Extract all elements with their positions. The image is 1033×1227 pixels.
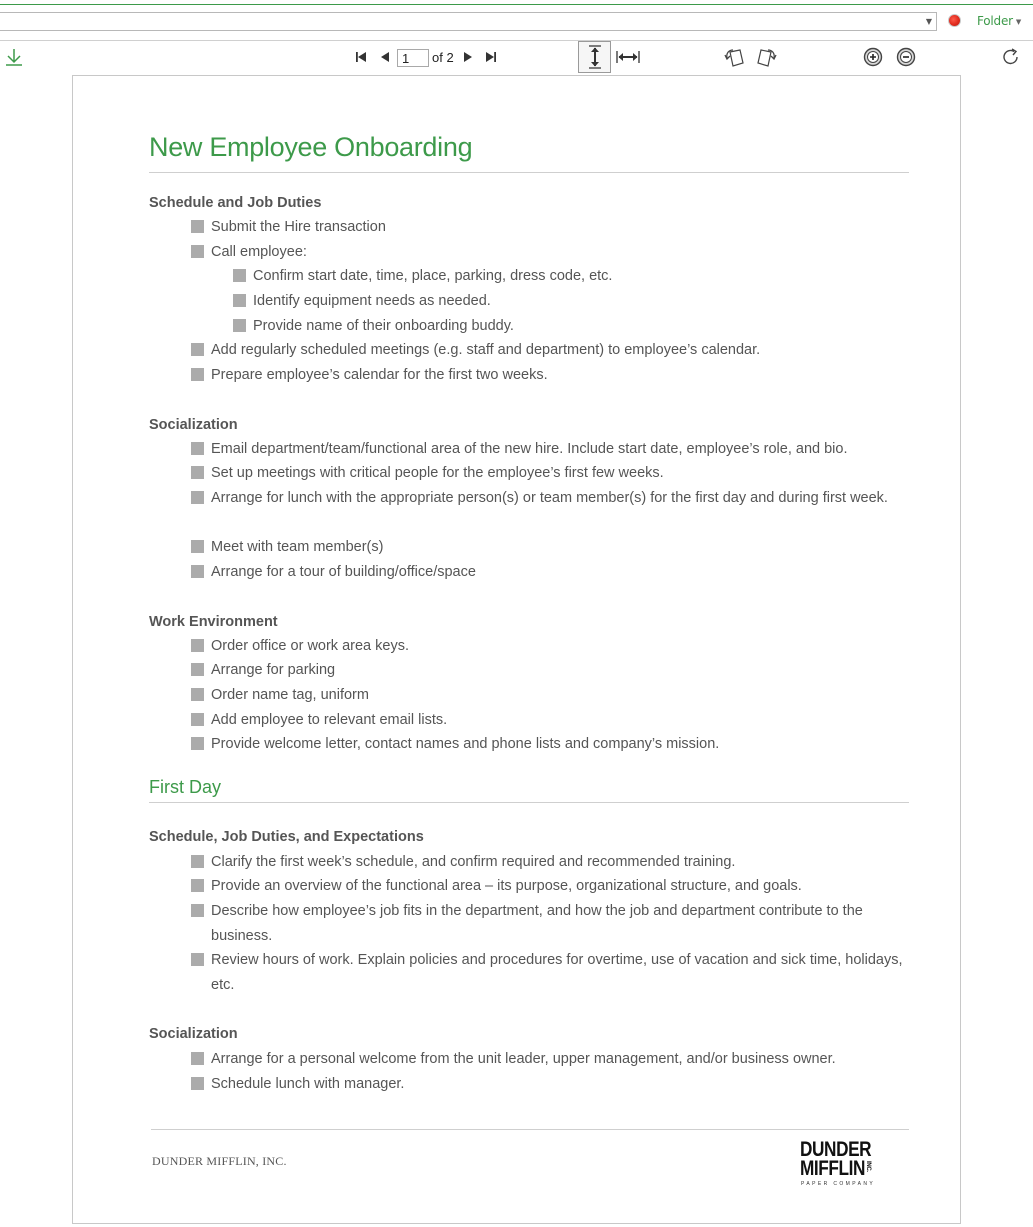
fit-width-icon[interactable] xyxy=(614,44,642,70)
checklist-item xyxy=(211,874,911,899)
company-logo xyxy=(800,1137,880,1189)
checklist-item xyxy=(211,363,911,388)
rotate-left-icon[interactable] xyxy=(722,45,746,69)
zoom-out-icon[interactable] xyxy=(895,46,917,68)
checkbox-icon[interactable] xyxy=(191,491,204,504)
page-number-input[interactable] xyxy=(397,49,429,67)
logo-text-line2: MIFFLIN xyxy=(800,1157,866,1180)
checkbox-icon[interactable] xyxy=(233,294,246,307)
checkbox-icon[interactable] xyxy=(191,855,204,868)
section-heading: Socialization xyxy=(149,417,238,433)
checklist-item-text: Identify equipment needs as needed. xyxy=(253,293,491,309)
footer-company-name: DUNDER MIFFLIN, INC. xyxy=(152,1154,287,1168)
logo-inc: INC. xyxy=(865,1161,871,1172)
record-status-icon[interactable] xyxy=(948,14,961,27)
next-page-icon[interactable] xyxy=(459,48,477,66)
checkbox-icon[interactable] xyxy=(191,245,204,258)
checklist-item-text: Set up meetings with critical people for the employee’s first few weeks. xyxy=(211,465,664,481)
checkbox-icon[interactable] xyxy=(191,368,204,381)
top-accent-line xyxy=(0,4,1033,5)
checklist-item-text: Meet with team member(s) xyxy=(211,539,384,555)
checklist-item xyxy=(211,850,911,875)
fit-height-icon[interactable] xyxy=(578,41,611,73)
checkbox-icon[interactable] xyxy=(191,466,204,479)
checkbox-icon[interactable] xyxy=(191,565,204,578)
document-page xyxy=(72,75,961,1224)
checklist-item xyxy=(211,708,911,733)
checklist-item-text: Email department/team/functional area of the new hire. Include start date, employee’s role, and bio. xyxy=(211,441,848,457)
checkbox-icon[interactable] xyxy=(191,1052,204,1065)
footer-rule xyxy=(151,1129,909,1130)
checkbox-icon[interactable] xyxy=(191,343,204,356)
zoom-in-icon[interactable] xyxy=(862,46,884,68)
checklist-item-text: Arrange for lunch with the appropriate person(s) or team member(s) for the first day and during first week. xyxy=(211,490,888,506)
folder-menu-label: Folder xyxy=(977,14,1013,28)
checklist-item xyxy=(211,437,911,462)
checklist-item-text: Provide welcome letter, contact names and phone lists and company’s mission. xyxy=(211,736,720,752)
title-rule xyxy=(149,172,909,173)
checklist-item-text: Provide name of their onboarding buddy. xyxy=(253,318,514,334)
checklist-item-text: Schedule lunch with manager. xyxy=(211,1076,405,1092)
section-heading: Schedule, Job Duties, and Expectations xyxy=(149,829,424,845)
last-page-icon[interactable] xyxy=(482,48,500,66)
section-heading: Socialization xyxy=(149,1026,238,1042)
checklist-item-text: Arrange for a personal welcome from the unit leader, upper management, and/or business owner. xyxy=(211,1051,836,1067)
checklist-item xyxy=(211,461,911,486)
checklist-item-text: Confirm start date, time, place, parking, dress code, etc. xyxy=(253,268,613,284)
checklist-item-text: Add employee to relevant email lists. xyxy=(211,712,448,728)
checklist-item-text: Submit the Hire transaction xyxy=(211,219,386,235)
checklist-item xyxy=(211,560,911,585)
checklist-item-text: Order office or work area keys. xyxy=(211,638,409,654)
checklist-item-text: Describe how employee’s job fits in the department, and how the job and department contribute to the business. xyxy=(211,903,863,944)
logo-tagline: PAPER COMPANY xyxy=(801,1181,876,1187)
checkbox-icon[interactable] xyxy=(191,663,204,676)
checklist-item xyxy=(211,899,911,948)
checklist-subitem xyxy=(253,264,903,289)
checkbox-icon[interactable] xyxy=(191,688,204,701)
checkbox-icon[interactable] xyxy=(191,540,204,553)
checklist-item xyxy=(211,240,911,265)
pdf-toolbar xyxy=(0,41,1033,73)
checklist-item xyxy=(211,338,911,363)
rotate-right-icon[interactable] xyxy=(755,45,779,69)
refresh-icon[interactable] xyxy=(1000,46,1022,68)
page-title: New Employee Onboarding xyxy=(149,132,473,162)
checklist-item xyxy=(211,683,911,708)
chevron-down-icon[interactable]: ▼ xyxy=(925,17,932,26)
checkbox-icon[interactable] xyxy=(191,737,204,750)
checkbox-icon[interactable] xyxy=(191,904,204,917)
checkbox-icon[interactable] xyxy=(233,269,246,282)
checklist-item xyxy=(211,634,911,659)
section-heading: Work Environment xyxy=(149,614,278,630)
checkbox-icon[interactable] xyxy=(191,953,204,966)
section-title: First Day xyxy=(149,777,221,797)
checklist-item-text: Add regularly scheduled meetings (e.g. staff and department) to employee’s calendar. xyxy=(211,342,761,358)
folder-menu-button[interactable] xyxy=(977,14,1021,28)
checklist-item-text: Prepare employee’s calendar for the first two weeks. xyxy=(211,367,548,383)
checklist-item-text: Review hours of work. Explain policies and procedures for overtime, use of vacation and sick time, holidays, etc. xyxy=(211,952,903,993)
section-rule xyxy=(149,802,909,803)
checkbox-icon[interactable] xyxy=(191,220,204,233)
checklist-item-text: Provide an overview of the functional area – its purpose, organizational structure, and goals. xyxy=(211,878,802,894)
page-count-label: of 2 xyxy=(432,50,454,65)
chevron-down-icon: ▼ xyxy=(1015,17,1022,26)
checklist-item-text: Call employee: xyxy=(211,244,307,260)
checklist-item xyxy=(211,1072,911,1097)
download-icon[interactable] xyxy=(3,46,25,68)
path-dropdown[interactable] xyxy=(0,12,937,31)
checklist-item xyxy=(211,535,911,560)
checklist-item-text: Order name tag, uniform xyxy=(211,687,369,703)
checklist-item xyxy=(211,215,911,240)
section-heading: Schedule and Job Duties xyxy=(149,195,322,211)
checklist-item xyxy=(211,948,911,997)
first-page-icon[interactable] xyxy=(352,48,370,66)
checklist-subitem xyxy=(253,314,903,339)
logo-text-line1: DUNDER xyxy=(800,1138,872,1161)
checkbox-icon[interactable] xyxy=(191,713,204,726)
checklist-subitem xyxy=(253,289,903,314)
checkbox-icon[interactable] xyxy=(191,442,204,455)
checklist-item xyxy=(211,732,911,757)
checkbox-icon[interactable] xyxy=(233,319,246,332)
checklist-item xyxy=(211,486,911,511)
checkbox-icon[interactable] xyxy=(191,879,204,892)
checklist-item-text: Arrange for a tour of building/office/space xyxy=(211,564,476,580)
checklist-item-text: Arrange for parking xyxy=(211,662,336,678)
checkbox-icon[interactable] xyxy=(191,639,204,652)
checklist-item-text: Clarify the first week’s schedule, and confirm required and recommended training. xyxy=(211,854,736,870)
prev-page-icon[interactable] xyxy=(376,48,394,66)
checklist-item xyxy=(211,658,911,683)
checkbox-icon[interactable] xyxy=(191,1077,204,1090)
checklist-item xyxy=(211,1047,911,1072)
